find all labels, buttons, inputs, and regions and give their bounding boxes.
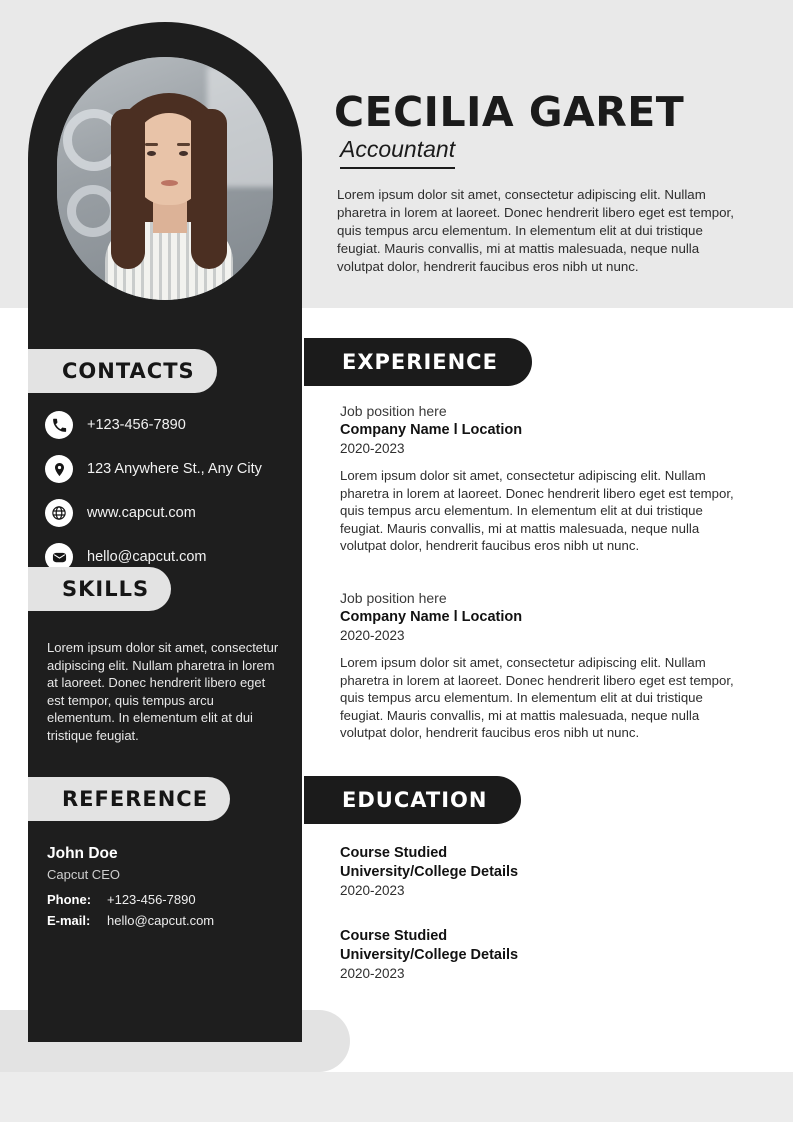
portrait-eye xyxy=(147,151,156,156)
experience-company: Company Name l Location xyxy=(340,422,523,438)
education-course: Course Studied xyxy=(340,928,448,944)
contact-phone-text: +123-456-7890 xyxy=(87,417,186,433)
globe-icon xyxy=(45,499,73,527)
reference-phone-row xyxy=(47,892,287,907)
reference-email-label: E-mail: xyxy=(47,913,91,928)
bottom-gray-band xyxy=(0,1072,793,1122)
contact-item-phone[interactable] xyxy=(45,408,295,442)
contact-list xyxy=(45,408,295,584)
section-header-experience xyxy=(304,338,532,386)
experience-entry xyxy=(340,403,738,555)
section-header-education-label: EDUCATION xyxy=(342,788,488,812)
contact-item-address[interactable] xyxy=(45,452,295,486)
section-header-education xyxy=(304,776,521,824)
section-header-reference-label: REFERENCE xyxy=(62,787,209,811)
reference-email-row xyxy=(47,913,287,928)
section-header-skills-label: SKILLS xyxy=(62,577,150,601)
section-header-contacts xyxy=(28,349,217,393)
contact-email-text: hello@capcut.com xyxy=(87,549,207,565)
education-university: University/College Details xyxy=(340,864,519,880)
section-header-contacts-label: CONTACTS xyxy=(62,359,195,383)
education-university: University/College Details xyxy=(340,947,519,963)
contact-item-website[interactable] xyxy=(45,496,295,530)
contact-address-text: 123 Anywhere St., Any City xyxy=(87,461,262,477)
portrait-hair-strand xyxy=(111,109,145,269)
contact-website-text: www.capcut.com xyxy=(87,505,196,521)
education-entry xyxy=(340,845,738,898)
experience-date: 2020-2023 xyxy=(340,628,405,643)
portrait-hair-strand xyxy=(191,109,227,269)
reference-phone-label: Phone: xyxy=(47,892,92,907)
reference-email-value: hello@capcut.com xyxy=(107,913,215,928)
portrait-eye xyxy=(179,151,188,156)
phone-icon xyxy=(45,411,73,439)
experience-date: 2020-2023 xyxy=(340,441,405,456)
reference-title: Capcut CEO xyxy=(47,867,120,882)
experience-entry xyxy=(340,590,738,742)
avatar xyxy=(57,57,273,300)
profile-summary: Lorem ipsum dolor sit amet, consectetur adipiscing elit. Nullam pharetra in lorem at laoreet. Donec hendrerit libero eget est tempor, quis tempus arcu elementum. In elementum elit at dui tristique feugiat. Mauris convallis, mi at mattis malesuada, neque nulla volutpat dolor, hendrerit faucibus eros nibh ut nunc. xyxy=(337,187,734,274)
education-course: Course Studied xyxy=(340,845,448,861)
portrait-lips xyxy=(161,180,178,186)
section-header-reference xyxy=(28,777,230,821)
skills-description: Lorem ipsum dolor sit amet, consectetur adipiscing elit. Nullam pharetra in lorem at laoreet. Donec hendrerit libero eget est tempor, quis tempus arcu elementum. In elementum elit at dui tristique feugiat. xyxy=(47,640,279,743)
section-header-skills xyxy=(28,567,171,611)
experience-description: Lorem ipsum dolor sit amet, consectetur adipiscing elit. Nullam pharetra in lorem at laoreet. Donec hendrerit libero eget est tempor, quis tempus arcu elementum. In elementum elit at dui tristique feugiat. Mauris convallis, mi at mattis malesuada, neque nulla volutpat dolor, hendrerit faucibus eros nibh ut nunc. xyxy=(340,655,734,740)
location-pin-icon xyxy=(45,455,73,483)
education-date: 2020-2023 xyxy=(340,883,405,898)
section-header-experience-label: EXPERIENCE xyxy=(342,350,498,374)
experience-company: Company Name l Location xyxy=(340,609,523,625)
experience-description: Lorem ipsum dolor sit amet, consectetur adipiscing elit. Nullam pharetra in lorem at laoreet. Donec hendrerit libero eget est tempor, quis tempus arcu elementum. In elementum elit at dui tristique feugiat. Mauris convallis, mi at mattis malesuada, neque nulla volutpat dolor, hendrerit faucibus eros nibh ut nunc. xyxy=(340,468,734,553)
portrait-eyebrow xyxy=(145,143,158,146)
reference-phone-value: +123-456-7890 xyxy=(107,892,196,907)
portrait-eyebrow xyxy=(177,143,190,146)
job-title: Accountant xyxy=(340,136,455,169)
reference-name: John Doe xyxy=(47,845,118,862)
experience-position: Job position here xyxy=(340,403,447,419)
experience-position: Job position here xyxy=(340,590,447,606)
reference-block xyxy=(47,845,287,934)
page-title: CECILIA GARET xyxy=(334,88,685,136)
education-entry xyxy=(340,928,738,981)
education-date: 2020-2023 xyxy=(340,966,405,981)
